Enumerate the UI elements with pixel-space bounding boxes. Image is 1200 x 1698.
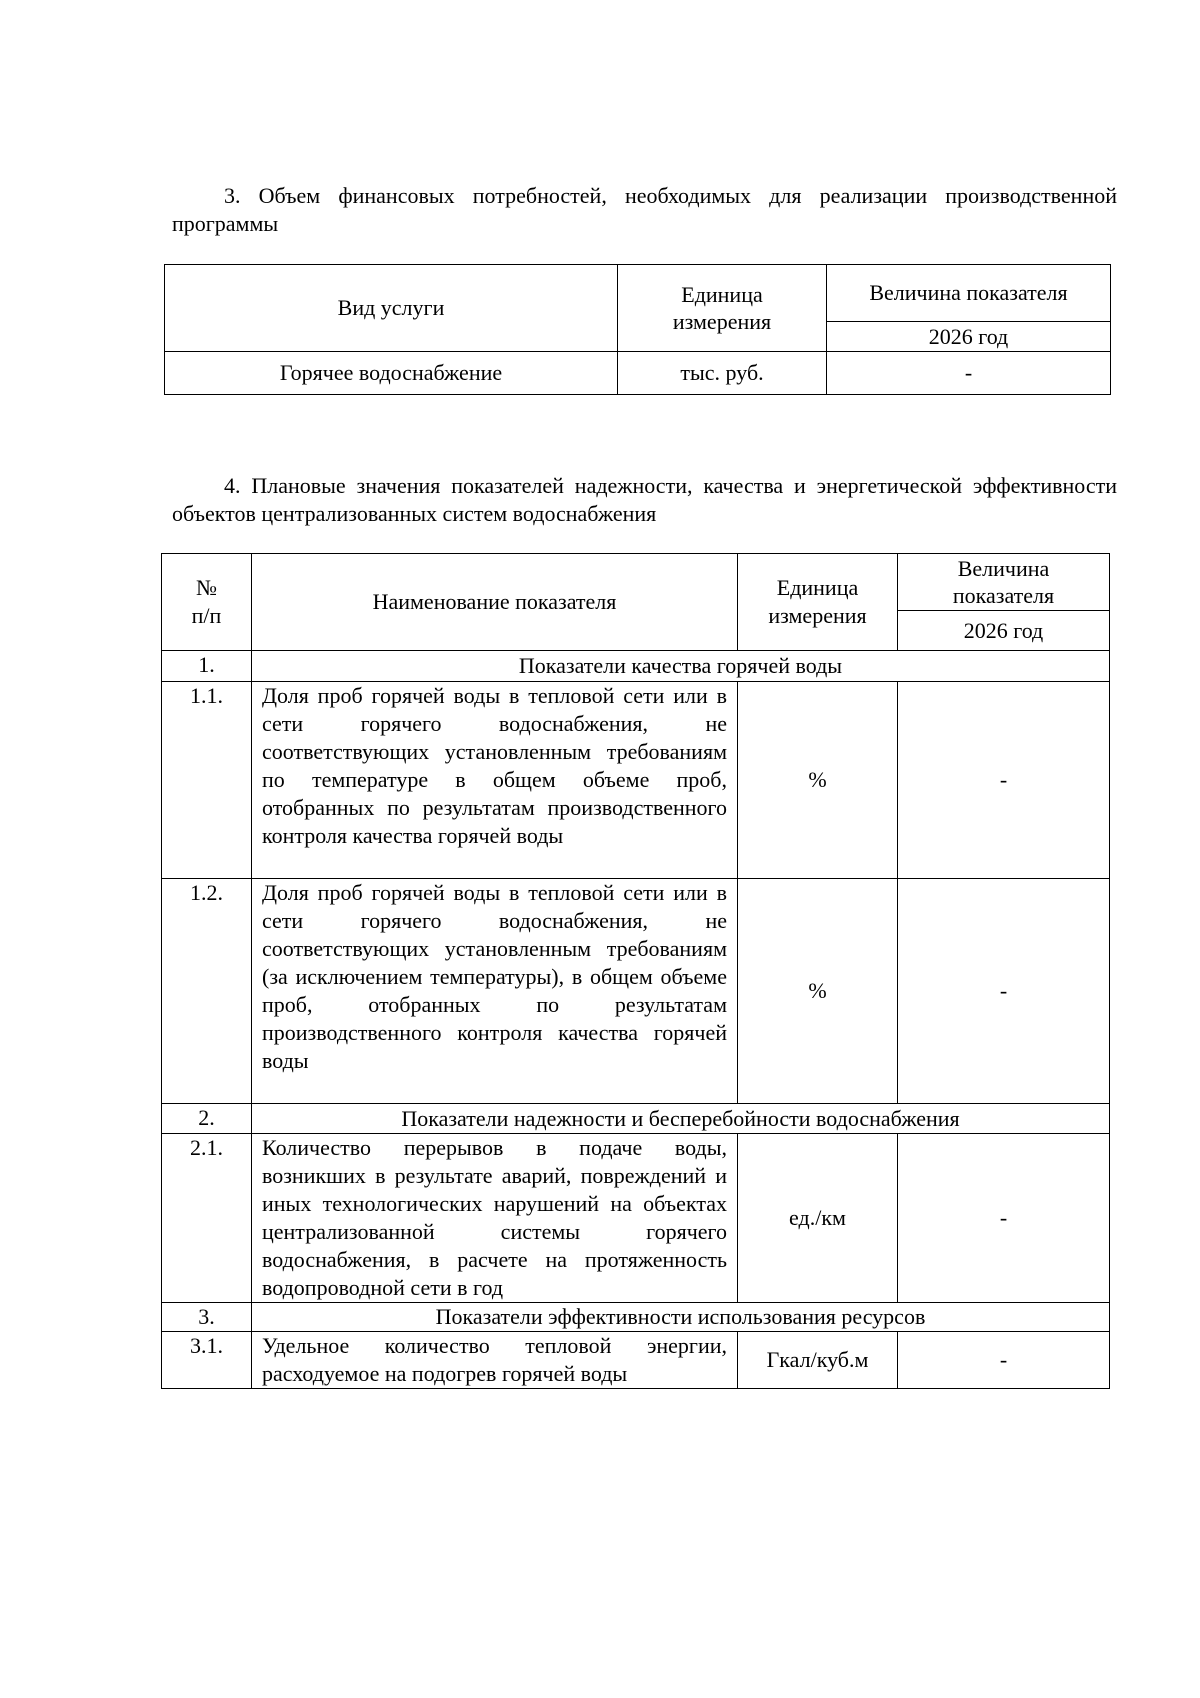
item-unit: Гкал/куб.м — [738, 1332, 898, 1389]
item-value: - — [898, 879, 1110, 1104]
item-unit: % — [738, 682, 898, 879]
header-service: Вид услуги — [165, 265, 618, 352]
table-row — [162, 682, 1110, 879]
header-unit — [738, 554, 898, 651]
item-name: Удельное количество тепловой энергии, расходуемое на подогрев горячей воды — [252, 1332, 738, 1389]
section4-heading-text: 4. Плановые значения показателей надежности, качества и энергетической эффективности объектов централизованных систем водоснабжения — [172, 473, 1117, 526]
item-name: Доля проб горячей воды в тепловой сети или в сети горячего водоснабжения, не соответствующих установленным требованиям (за исключением температуры), в общем объеме проб, отобранных по результатам производственного контроля качества горячей воды — [252, 879, 738, 1104]
item-num: 2.1. — [162, 1134, 252, 1303]
header-unit-text: Единица измерения — [768, 575, 867, 628]
header-name: Наименование показателя — [252, 554, 738, 651]
group-num: 3. — [162, 1303, 252, 1332]
group-title: Показатели эффективности использования ресурсов — [252, 1303, 1110, 1332]
item-value: - — [898, 682, 1110, 879]
item-num: 1.2. — [162, 879, 252, 1104]
group-num: 2. — [162, 1104, 252, 1134]
item-value: - — [898, 1134, 1110, 1303]
section4-heading — [172, 472, 1117, 528]
table-row — [165, 352, 1111, 395]
item-unit: % — [738, 879, 898, 1104]
table-row — [162, 879, 1110, 1104]
header-unit-text: Единица измерения — [672, 282, 772, 334]
group-num: 1. — [162, 651, 252, 682]
table-row — [162, 1332, 1110, 1389]
item-value: - — [898, 1332, 1110, 1389]
financial-needs-table — [164, 264, 1111, 395]
header-year: 2026 год — [898, 611, 1110, 651]
group-row — [162, 651, 1110, 682]
item-unit: ед./км — [738, 1134, 898, 1303]
header-num-text: № п/п — [191, 575, 222, 628]
item-num: 3.1. — [162, 1332, 252, 1389]
header-year: 2026 год — [827, 322, 1111, 352]
cell-value: - — [827, 352, 1111, 395]
item-name: Доля проб горячей воды в тепловой сети или в сети горячего водоснабжения, не соответствующих установленным требованиям по температуре в общем объеме проб, отобранных по результатам производственного контроля качества горячей воды — [252, 682, 738, 879]
header-value — [898, 554, 1110, 611]
group-row — [162, 1104, 1110, 1134]
section3-heading — [172, 182, 1117, 238]
cell-service: Горячее водоснабжение — [165, 352, 618, 395]
group-title: Показатели надежности и бесперебойности водоснабжения — [252, 1104, 1110, 1134]
cell-unit: тыс. руб. — [618, 352, 827, 395]
header-value-text: Величина показателя — [952, 556, 1055, 608]
header-unit — [618, 265, 827, 352]
item-num: 1.1. — [162, 682, 252, 879]
header-value: Величина показателя — [827, 265, 1111, 322]
table-row — [162, 1134, 1110, 1303]
header-num — [162, 554, 252, 651]
group-row — [162, 1303, 1110, 1332]
indicators-table — [161, 553, 1110, 1389]
section3-heading-text: 3. Объем финансовых потребностей, необходимых для реализации производственной программы — [172, 183, 1117, 236]
item-name: Количество перерывов в подаче воды, возникших в результате аварий, повреждений и иных технологических нарушений на объектах централизованной системы горячего водоснабжения, в расчете на протяженность водопроводной сети в год — [252, 1134, 738, 1303]
group-title: Показатели качества горячей воды — [252, 651, 1110, 682]
